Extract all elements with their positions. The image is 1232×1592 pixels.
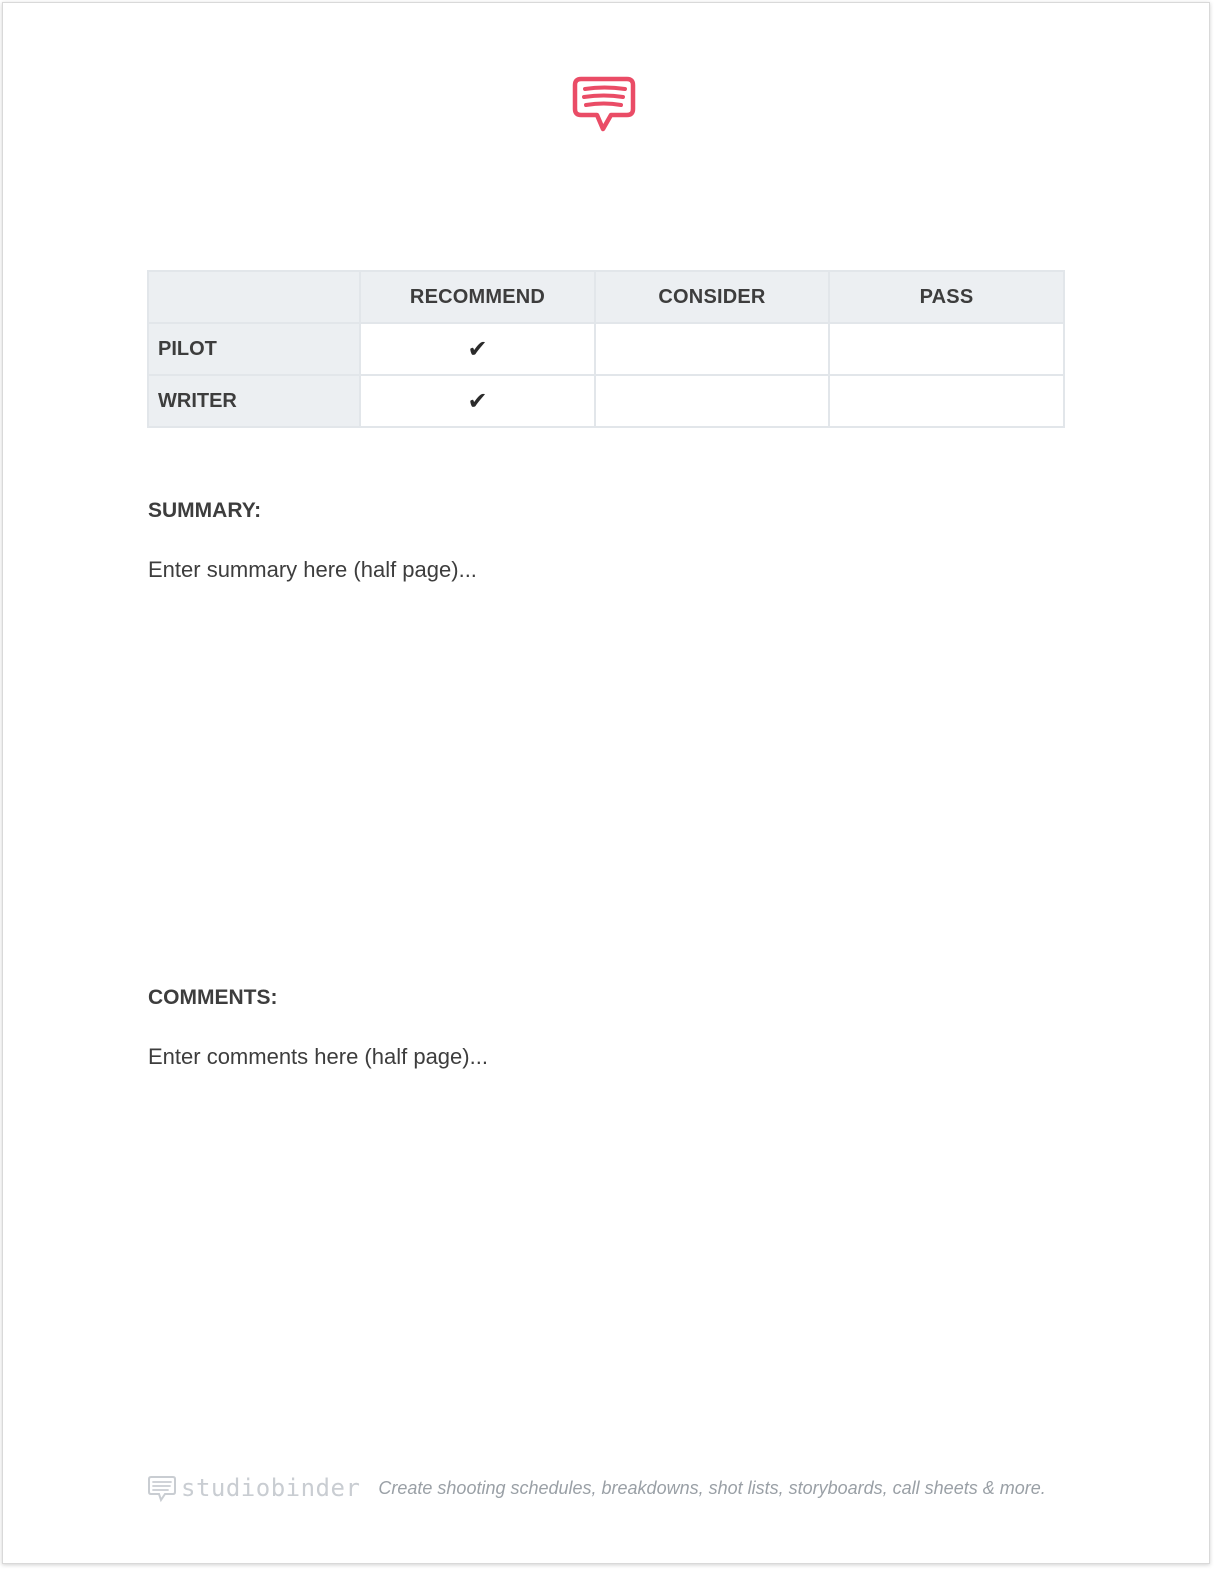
writer-consider-cell[interactable]: [595, 375, 829, 427]
footer-brand: studiobinder: [181, 1474, 361, 1502]
footer: [147, 1471, 1046, 1505]
footer-tagline: Create shooting schedules, breakdowns, shot lists, storyboards, call sheets & more.: [378, 1477, 1046, 1498]
summary-heading: SUMMARY:: [148, 499, 262, 522]
comments-body[interactable]: Enter comments here (half page)...: [148, 1044, 488, 1069]
table-header-row: [148, 271, 1064, 323]
pilot-pass-cell[interactable]: [829, 323, 1064, 375]
writer-recommend-cell[interactable]: ✔: [360, 375, 595, 427]
speech-bubble-icon: [571, 73, 637, 135]
footer-logo-icon: [147, 1473, 177, 1503]
pilot-recommend-cell[interactable]: ✔: [360, 323, 595, 375]
header-corner: [148, 271, 360, 323]
comments-heading: COMMENTS:: [148, 986, 278, 1009]
header-pass: PASS: [829, 271, 1064, 323]
header-consider: CONSIDER: [595, 271, 829, 323]
row-label-pilot: PILOT: [148, 323, 360, 375]
writer-pass-cell[interactable]: [829, 375, 1064, 427]
rating-table: [147, 270, 1065, 428]
summary-body[interactable]: Enter summary here (half page)...: [148, 557, 477, 582]
table-row: [148, 375, 1064, 427]
document-page: [2, 2, 1210, 1564]
row-label-writer: WRITER: [148, 375, 360, 427]
header-recommend: RECOMMEND: [360, 271, 595, 323]
table-row: [148, 323, 1064, 375]
pilot-consider-cell[interactable]: [595, 323, 829, 375]
